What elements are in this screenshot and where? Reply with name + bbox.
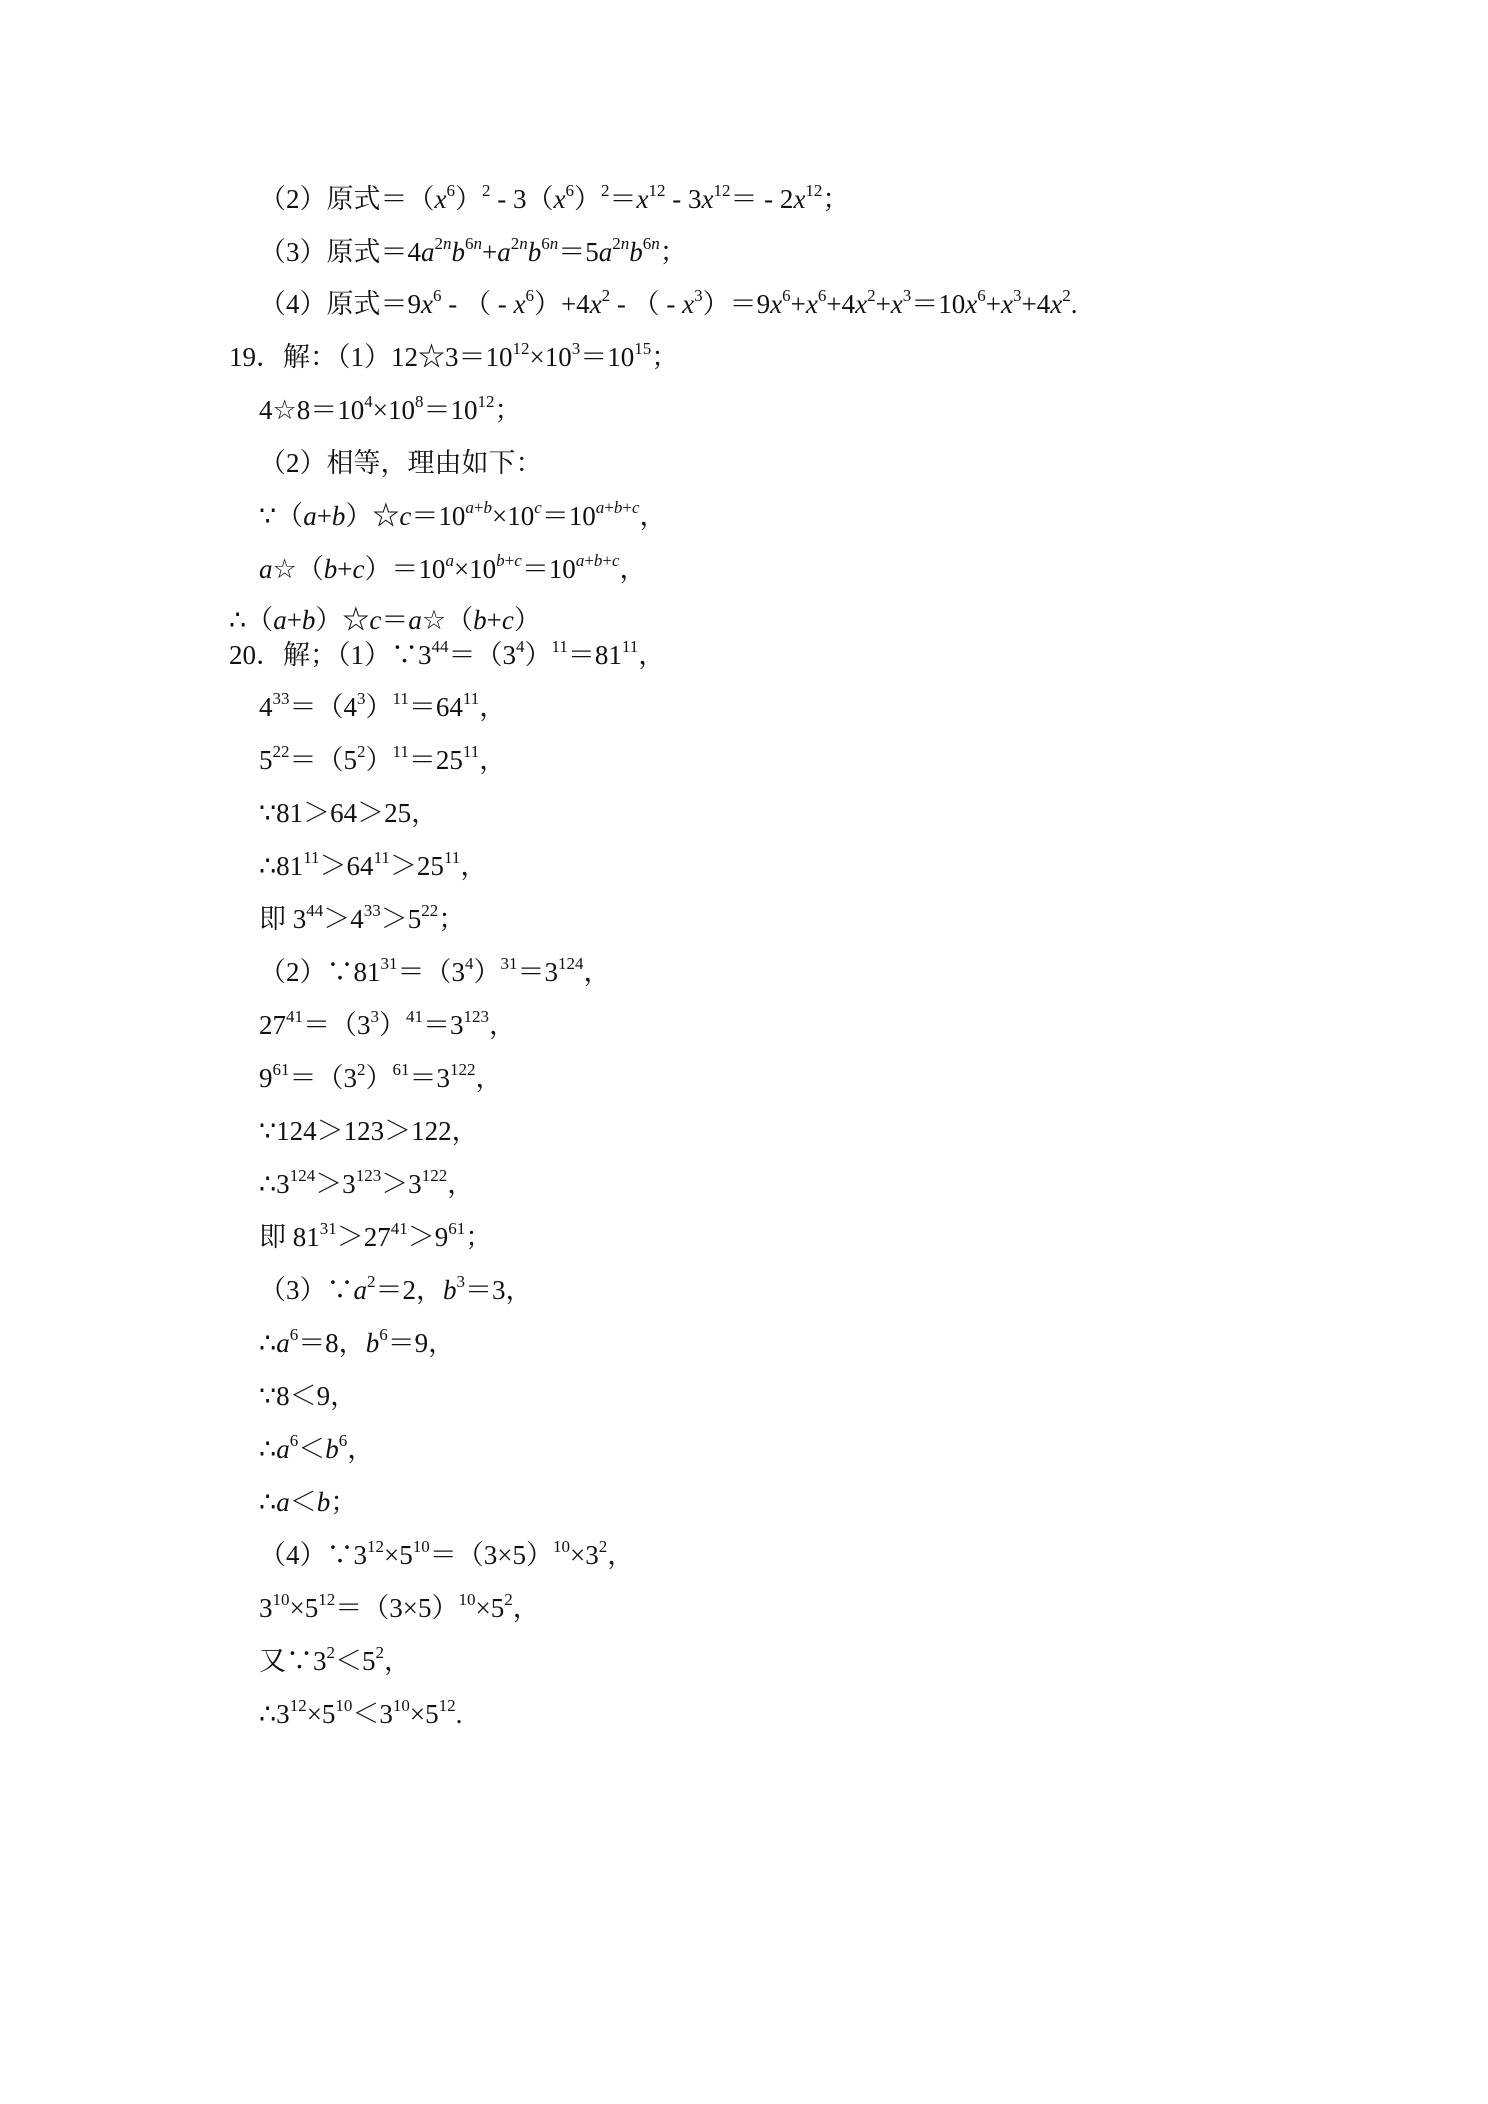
solution-19-part-2: （2）相等，理由如下：	[259, 448, 543, 478]
solution-20-line: ∵81＞64＞25，	[259, 798, 439, 828]
solution-20-line: $\therefore a^6=8$，$b^6=9$，	[259, 1325, 456, 1358]
solution-20-line: $5^{22}=(5^2)^{11}=25^{11}$，	[259, 742, 507, 775]
solution-20-line: $\therefore 81^{11}>64^{11}>25^{11}$，	[259, 848, 488, 881]
solution-20-line: ∵8＜9，	[259, 1381, 358, 1411]
solution-19-line-2: $4☆8=10^4\times 10^8=10^{12}$；	[259, 392, 522, 425]
solution-19-because: $\because(a+b)☆c=10^{a+b}\times 10^c=10^{a+b+c}$，	[259, 498, 667, 531]
solution-20-final: $\therefore 3^{12}\times 5^{10}<3^{10}\times 5^{12}$.	[259, 1696, 463, 1729]
solution-20-line: $4^{33}=(4^3)^{11}=64^{11}$，	[259, 689, 507, 722]
solution-20-line: 即 $81^{31}>27^{41}>9^{61}$；	[259, 1219, 493, 1252]
solution-20-line: ∴a＜b；	[259, 1487, 358, 1517]
solution-19-second-expr: $a☆(b+c)=10^a\times 10^{b+c}=10^{a+b+c}$，	[259, 551, 647, 584]
solution-20-line: 即 $3^{44}>4^{33}>5^{22}$；	[259, 901, 466, 934]
solution-20-line: 又$\because 3^2<5^2$，	[259, 1643, 411, 1676]
solution-19-heading: 19．解：$(1)12☆3=10^{12}\times 10^3=10^{15}$；	[229, 339, 679, 372]
solution-18-part-4: （4）原式$=9x^6$ - （ - $x^6)+4x^2$ - （ - $x^3)=9x^6+x^6+4x^2+x^3=10x^6+x^3+4x^2$.	[259, 286, 1078, 319]
solution-20-line: $\therefore a^6<b^6$，	[259, 1431, 375, 1464]
solution-20-part-4: $(4)\because 3^{12}\times 5^{10}=(3\times 5)^{10}\times 3^2$，	[259, 1537, 635, 1570]
solution-20-line: $3^{10}\times 5^{12}=(3\times 5)^{10}\times 5^2$，	[259, 1590, 540, 1623]
solution-18-part-2: （2）原式$=(x^6)^2 - 3(x^6)^2=x^{12} - 3x^{12}= - 2x^{12}$；	[259, 181, 850, 214]
solution-20-heading: 20．解；$(1)\because 3^{44}=(3^4)^{11}=81^{11}$，	[229, 637, 666, 670]
solution-20-line: ∵124＞123＞122，	[259, 1116, 479, 1146]
solution-20-line: $\therefore 3^{124}>3^{123}>3^{122}$，	[259, 1166, 475, 1199]
solution-20-line: $9^{61}=(3^2)^{61}=3^{122}$，	[259, 1060, 503, 1093]
solution-20-part-3: $(3)\because a^2=2$，$b^3=3$，	[259, 1272, 533, 1305]
solution-19-conclusion: ∴（a+b）☆c＝a☆（b+c）	[229, 605, 541, 635]
solution-20-line: $27^{41}=(3^3)^{41}=3^{123}$，	[259, 1007, 516, 1040]
solution-18-part-3: （3）原式$=4a^{2n}b^{6n}+a^{2n}b^{6n}=5a^{2n}b^{6n}$；	[259, 234, 687, 267]
solution-20-part-2: $(2)\because 81^{31}=(3^4)^{31}=3^{124}$，	[259, 954, 611, 987]
